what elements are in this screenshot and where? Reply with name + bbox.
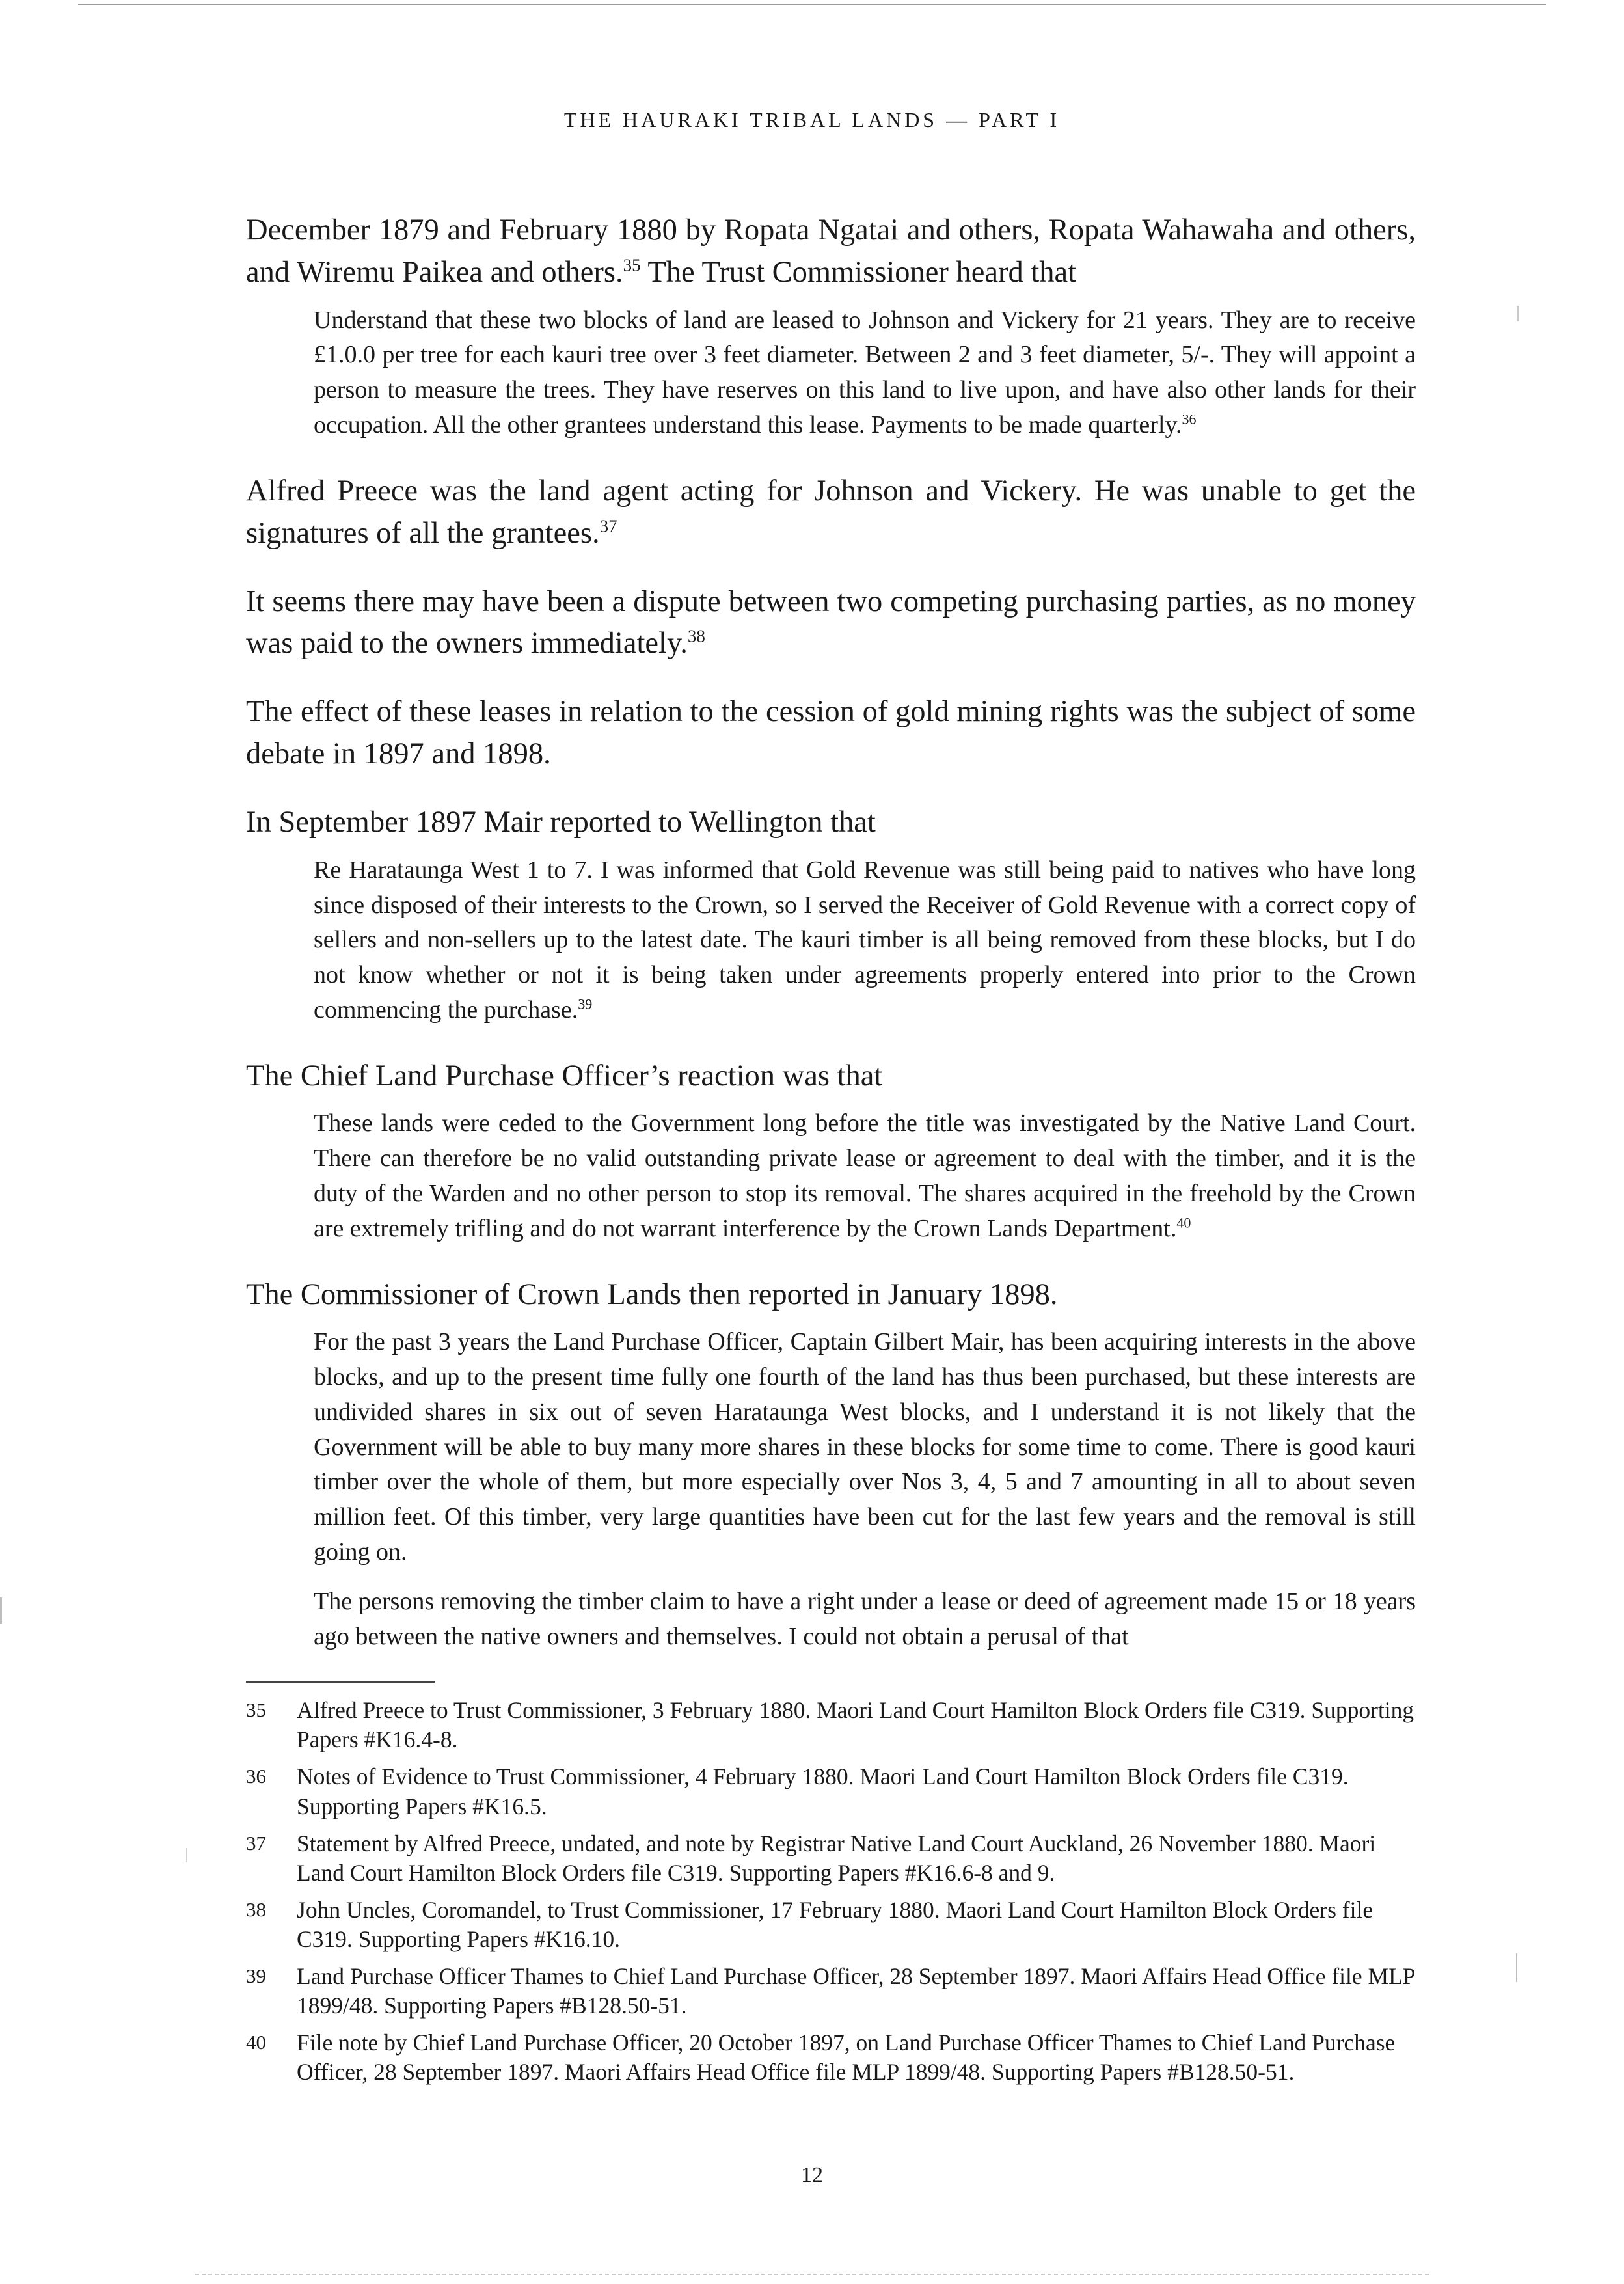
footnote-number: 35 bbox=[246, 1698, 266, 1722]
footnote-text: John Uncles, Coromandel, to Trust Commissioner, 17 February 1880. Maori Land Court Hamilton Block Orders file C319. Supporting Papers #K16.10. bbox=[297, 1896, 1374, 1952]
block-quote-1 bbox=[314, 303, 1416, 443]
footnote-text: File note by Chief Land Purchase Officer, 20 October 1897, on Land Purchase Officer Thames to Chief Land Purchase Officer, 28 September 1897. Maori Affairs Head Office file MLP 1899/48. Supporting Papers #B128.50-51. bbox=[297, 2030, 1396, 2086]
footnote-ref-38[interactable]: 38 bbox=[687, 626, 705, 646]
page-number: 12 bbox=[801, 2163, 823, 2187]
footnote-number: 37 bbox=[246, 1831, 266, 1855]
footnote-ref-36[interactable]: 36 bbox=[1182, 411, 1197, 428]
footnote-text: Statement by Alfred Preece, undated, and note by Registrar Native Land Court Auckland, 26 November 1880. Maori Land Court Hamilton Block Orders file C319. Supporting Papers #K16.6-8 and 9. bbox=[297, 1830, 1376, 1886]
block-quote-2-para bbox=[314, 853, 1416, 1028]
footnote-38 bbox=[246, 1896, 1416, 1954]
paragraph-1-text: December 1879 and February 1880 by Ropata Ngatai and others, Ropata Wahawaha and others, and Wiremu Paikea and others. bbox=[246, 213, 1416, 289]
paragraph-6: The Chief Land Purchase Officer’s reaction was that bbox=[246, 1059, 883, 1093]
paragraph-3-text: It seems there may have been a dispute between two competing purchasing parties, as no money was paid to the owners immediately. bbox=[246, 584, 1416, 660]
footnote-text: Notes of Evidence to Trust Commissioner, 4 February 1880. Maori Land Court Hamilton Block Orders file C319. Supporting Papers #K16.5. bbox=[297, 1763, 1349, 1819]
footnote-35 bbox=[246, 1696, 1416, 1754]
footnote-number: 38 bbox=[246, 1897, 266, 1921]
block-quote-4-para-2: The persons removing the timber claim to have a right under a lease or deed of agreement made 15 or 18 years ago between the native owners and themselves. I could not obtain a perusal of that bbox=[314, 1587, 1416, 1650]
footnote-39 bbox=[246, 1962, 1416, 2020]
block-quote-3 bbox=[314, 1106, 1416, 1246]
footnote-text: Alfred Preece to Trust Commissioner, 3 February 1880. Maori Land Court Hamilton Block Orders file C319. Supporting Papers #K16.4-8. bbox=[297, 1697, 1414, 1753]
block-quote-4 bbox=[314, 1325, 1416, 1654]
block-quote-2 bbox=[314, 853, 1416, 1028]
bottom-rule bbox=[195, 2274, 1429, 2275]
block-quote-2-text: Re Harataunga West 1 to 7. I was informed that Gold Revenue was still being paid to natives who have long since disposed of their interests to the Crown, so I served the Receiver of Gold Revenue with a correct copy of sellers and non-sellers up to the latest date. The kauri timber is all being removed from these blocks, but I do not know whether or not it is being taken under agreements properly entered into prior to the Crown commencing the purchase. bbox=[314, 856, 1416, 1024]
footnote-ref-40[interactable]: 40 bbox=[1176, 1214, 1191, 1231]
footnotes bbox=[246, 1696, 1416, 2087]
footnote-36 bbox=[246, 1762, 1416, 1821]
paragraph-7: The Commissioner of Crown Lands then reported in January 1898. bbox=[246, 1277, 1058, 1311]
scan-artifact-mark bbox=[1516, 1953, 1517, 1982]
block-quote-3-para bbox=[314, 1106, 1416, 1246]
footnote-40 bbox=[246, 2028, 1416, 2087]
block-quote-1-text: Understand that these two blocks of land are leased to Johnson and Vickery for 21 years. They are to receive £1.0.0 per tree for each kauri tree over 3 feet diameter. Between 2 and 3 feet diameter, 5/-. They will appoint a person to measure the trees. They have reserves on this land to live upon, and have also other lands for their occupation. All the other grantees understand this lease. Payments to be made quarterly. bbox=[314, 306, 1416, 439]
paragraph-2 bbox=[246, 470, 1416, 555]
page-body bbox=[246, 210, 1416, 2095]
footnote-rule bbox=[246, 1681, 435, 1683]
footnote-ref-35[interactable]: 35 bbox=[623, 255, 641, 275]
scan-artifact-mark bbox=[186, 1848, 187, 1862]
paragraph-3 bbox=[246, 581, 1416, 666]
footnote-ref-37[interactable]: 37 bbox=[599, 515, 617, 536]
scan-artifact-mark bbox=[0, 1597, 2, 1624]
running-header: THE HAURAKI TRIBAL LANDS — PART I bbox=[563, 108, 1061, 131]
paragraph-1-text-cont: The Trust Commissioner heard that bbox=[640, 255, 1077, 289]
footnote-ref-39[interactable]: 39 bbox=[578, 996, 593, 1013]
block-quote-3-text: These lands were ceded to the Government long before the title was investigated by the Native Land Court. There can therefore be no valid outstanding private lease or agreement to deal with the timber, and it is the duty of the Warden and no other person to stop its removal. The shares acquired in the freehold by the Crown are extremely trifling and do not warrant interference by the Crown Lands Department. bbox=[314, 1109, 1416, 1242]
block-quote-4-para-1: For the past 3 years the Land Purchase Officer, Captain Gilbert Mair, has been acquiring interests in the above blocks, and up to the present time fully one fourth of the land has thus been purchased, but these interests are undivided shares in six out of seven Harataunga West blocks, and I understand it is not likely that the Government will be able to buy many more shares in these blocks for some time to come. There is good kauri timber over the whole of them, but more especially over Nos 3, 4, 5 and 7 amounting in all to about seven million feet. Of this timber, very large quantities have been cut for the last few years and the removal is still going on. bbox=[314, 1328, 1416, 1566]
footnote-text: Land Purchase Officer Thames to Chief Land Purchase Officer, 28 September 1897. Maori Affairs Head Office file MLP 1899/48. Supporting Papers #B128.50-51. bbox=[297, 1963, 1415, 2019]
paragraph-4: The effect of these leases in relation to the cession of gold mining rights was the subject of some debate in 1897 and 1898. bbox=[246, 695, 1416, 771]
footnote-number: 36 bbox=[246, 1765, 266, 1788]
footnote-37 bbox=[246, 1829, 1416, 1888]
paragraph-5: In September 1897 Mair reported to Wellington that bbox=[246, 805, 876, 839]
footnote-number: 39 bbox=[246, 1964, 266, 1987]
paragraph-2-text: Alfred Preece was the land agent acting for Johnson and Vickery. He was unable to get the signatures of all the grantees. bbox=[246, 474, 1416, 550]
top-rule bbox=[78, 4, 1546, 5]
block-quote-1-para bbox=[314, 303, 1416, 443]
footnote-number: 40 bbox=[246, 2031, 266, 2054]
scan-artifact-mark bbox=[1517, 306, 1519, 321]
paragraph-1 bbox=[246, 210, 1416, 294]
